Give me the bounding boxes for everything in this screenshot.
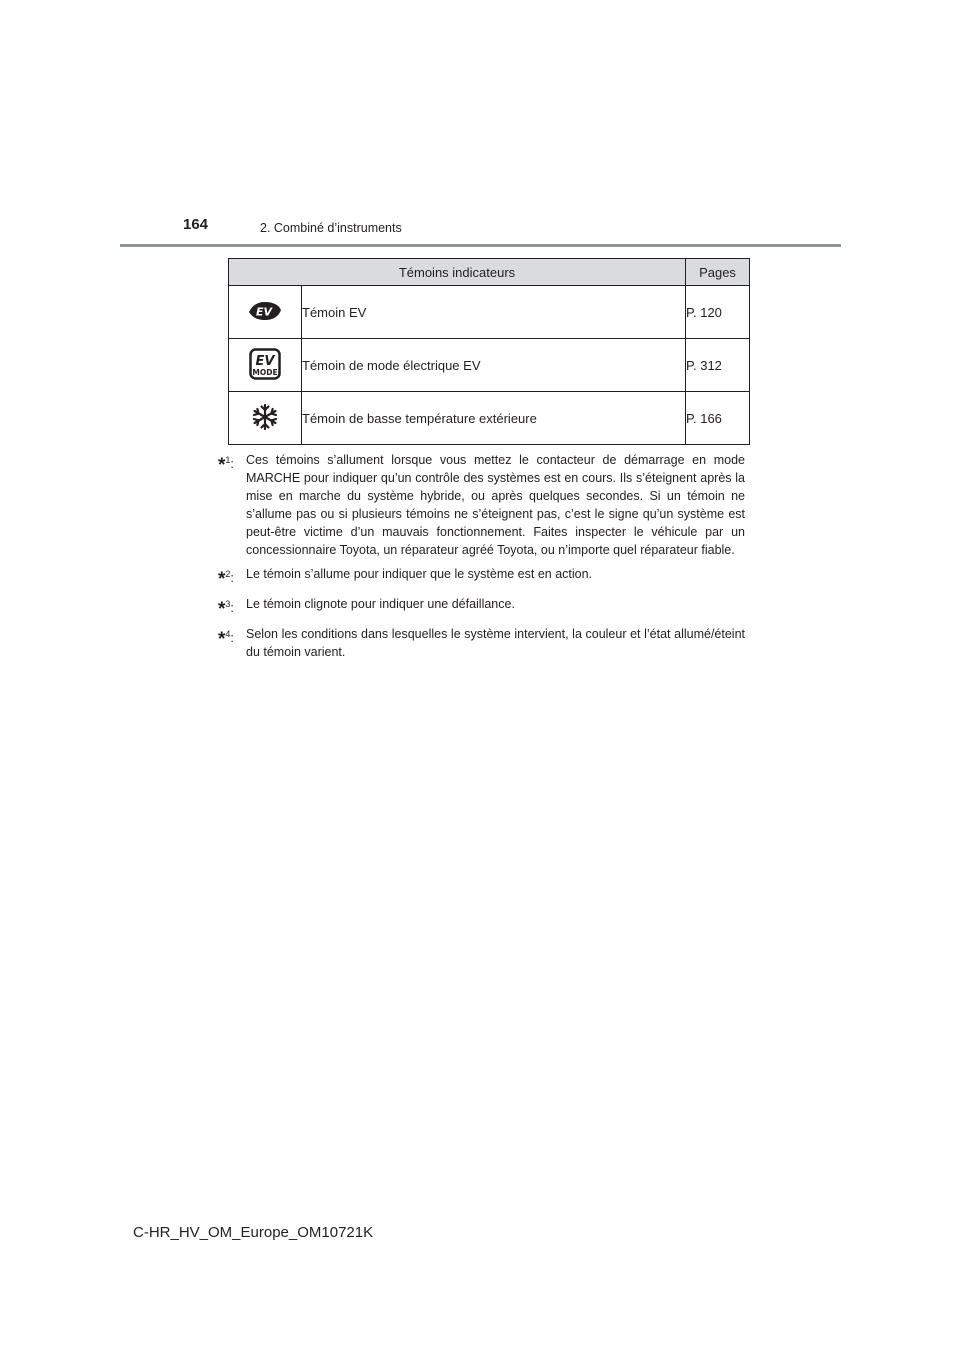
page-reference: P. 120 — [686, 286, 750, 339]
footnote — [218, 595, 745, 619]
footnote-text: Le témoin s’allume pour indiquer que le système est en action. — [246, 567, 593, 581]
ev-icon — [247, 299, 283, 326]
section-title: 2. Combiné d’instruments — [260, 221, 402, 235]
indicator-label: Témoin EV — [302, 286, 686, 339]
indicator-label: Témoin de mode électrique EV — [302, 339, 686, 392]
icon-cell — [229, 339, 302, 392]
ev-mode-icon — [249, 348, 281, 383]
page-reference: P. 312 — [686, 339, 750, 392]
ev-mode-icon-bottom-text: MODE — [252, 367, 278, 377]
footnote-marker: *$^4$: — [218, 629, 234, 650]
column-header-indicators: Témoins indicateurs — [229, 259, 686, 286]
page-reference: P. 166 — [686, 392, 750, 445]
footnote-text: Ces témoins s’allument lorsque vous mettez le contacteur de démarrage en mode MARCHE pour indiquer qu’un contrôle des systèmes est en cours. Ils s’éteignent après la mise en marche du système hybride, ou après quelques secondes. Si un témoin ne s’allume pas ou si plusieurs témoins ne s’éteignent pas, c’est le signe qu’un système est peut-être victime d’un mauvais fonctionnement. Faites inspecter le véhicule par un concessionnaire Toyota, un réparateur agréé Toyota, ou n’importe quel réparateur fiable. — [246, 453, 745, 557]
snowflake-icon — [251, 403, 279, 434]
table-header-row — [229, 259, 750, 286]
indicator-label: Témoin de basse température extérieure — [302, 392, 686, 445]
footnote-marker: *$^3$: — [218, 599, 234, 620]
ev-mode-icon-top-text: EV — [255, 353, 275, 369]
column-header-pages: Pages — [686, 259, 750, 286]
indicators-table — [228, 258, 750, 445]
document-code: C-HR_HV_OM_Europe_OM10721K — [133, 1224, 374, 1241]
icon-cell — [229, 392, 302, 445]
footnotes — [218, 451, 745, 667]
table-row — [229, 339, 750, 392]
table-row — [229, 392, 750, 445]
footnote-marker: *$^1$: — [218, 455, 234, 476]
svg-text:EV: EV — [255, 305, 273, 318]
footnote-text: Le témoin clignote pour indiquer une défaillance. — [246, 597, 515, 611]
footnote-marker: *$^2$: — [218, 569, 234, 590]
page-number: 164 — [183, 216, 209, 233]
footnote — [218, 451, 745, 559]
footnote — [218, 625, 745, 661]
footnote-text: Selon les conditions dans lesquelles le système intervient, la couleur et l’état allumé/éteint du témoin varient. — [246, 627, 745, 659]
icon-cell — [229, 286, 302, 339]
header-divider — [120, 244, 841, 247]
table-row — [229, 286, 750, 339]
footnote — [218, 565, 745, 589]
